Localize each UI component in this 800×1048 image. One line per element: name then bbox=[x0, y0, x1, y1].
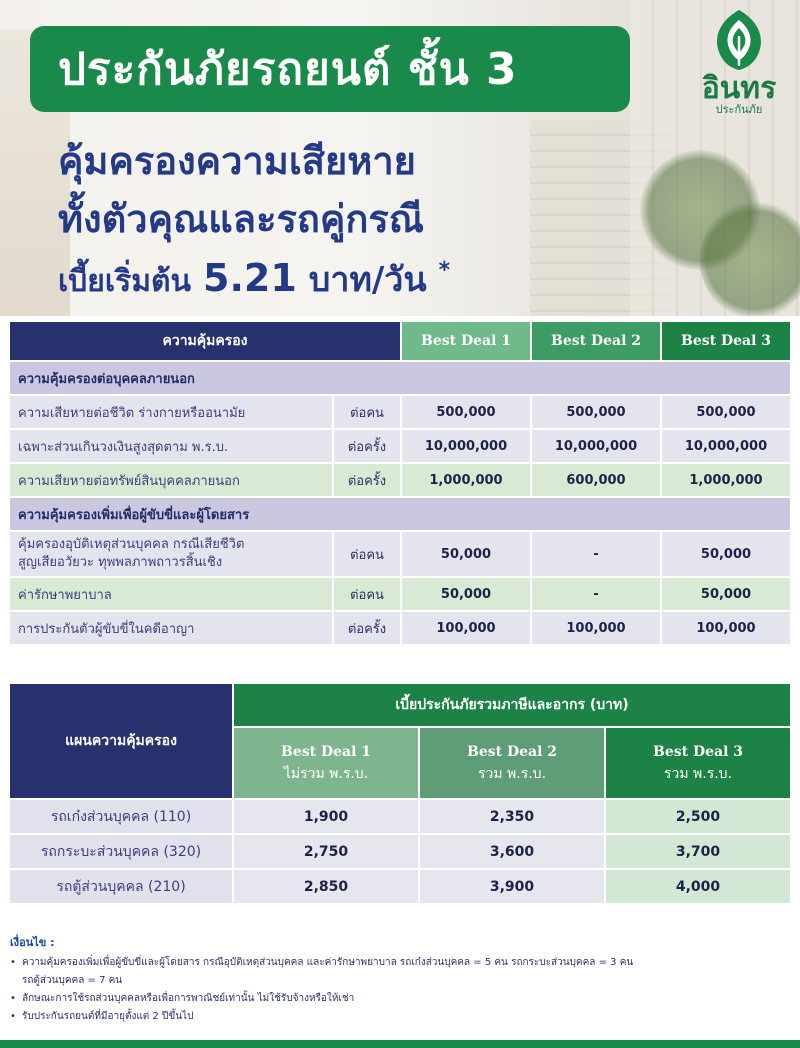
logo-name: อินทร bbox=[701, 71, 777, 106]
deal2-header: Best Deal 2 bbox=[532, 322, 660, 360]
vehicle-type: รถกระบะส่วนบุคคล (320) bbox=[10, 835, 232, 868]
deal3-note: รวม พ.ร.บ. bbox=[663, 766, 733, 782]
deal3-value: 50,000 bbox=[662, 532, 790, 576]
row-label: ความเสียหายต่อชีวิต ร่างกายหรืออนามัย bbox=[10, 396, 332, 428]
row-unit: ต่อครั้ง bbox=[334, 430, 400, 462]
table-row bbox=[10, 800, 790, 833]
deal3-premium: 4,000 bbox=[606, 870, 790, 903]
section-third-party: ความคุ้มครองต่อบุคคลภายนอก bbox=[10, 362, 790, 394]
deal1-name: Best Deal 1 bbox=[280, 744, 371, 760]
conditions-notes bbox=[10, 934, 790, 1026]
promo-banner bbox=[0, 0, 800, 316]
banner-title-pill bbox=[30, 26, 630, 112]
table-row bbox=[10, 835, 790, 868]
row-unit: ต่อคน bbox=[334, 578, 400, 610]
deal1-value: 10,000,000 bbox=[402, 430, 530, 462]
deal2-value: - bbox=[532, 532, 660, 576]
deal2-note: รวม พ.ร.บ. bbox=[477, 766, 547, 782]
deal3-value: 1,000,000 bbox=[662, 464, 790, 496]
row-unit: ต่อครั้ง bbox=[334, 612, 400, 644]
deal2-premium: 2,350 bbox=[420, 800, 604, 833]
background-tree bbox=[700, 200, 800, 316]
vehicle-type: รถตู้ส่วนบุคคล (210) bbox=[10, 870, 232, 903]
deal3-value: 50,000 bbox=[662, 578, 790, 610]
note-text: รถตู้ส่วนบุคคล = 7 คน bbox=[22, 975, 123, 986]
leaf-logo-icon bbox=[707, 8, 771, 72]
deal1-value: 50,000 bbox=[402, 578, 530, 610]
coverage-header-row bbox=[10, 322, 790, 360]
premium-header-row bbox=[10, 684, 790, 726]
section-driver-passenger: ความคุ้มครองเพิ่มเพื่อผู้ขับขี่และผู้โดยสาร bbox=[10, 498, 790, 530]
deal1-premium: 2,850 bbox=[234, 870, 418, 903]
deal2-value: 10,000,000 bbox=[532, 430, 660, 462]
deal1-value: 50,000 bbox=[402, 532, 530, 576]
deal1-header: Best Deal 1 bbox=[402, 322, 530, 360]
banner-subtitle-line1: คุ้มครองความเสียหาย bbox=[58, 139, 416, 183]
deal1-value: 500,000 bbox=[402, 396, 530, 428]
deal2-name: Best Deal 2 bbox=[466, 744, 557, 760]
deal1-column-header bbox=[234, 728, 418, 798]
price-value: 5.21 bbox=[203, 256, 297, 300]
price-asterisk: * bbox=[438, 258, 451, 283]
deal2-value: 500,000 bbox=[532, 396, 660, 428]
banner-title: ประกันภัยรถยนต์ ชั้น 3 bbox=[58, 44, 518, 95]
deal1-premium: 1,900 bbox=[234, 800, 418, 833]
row-label-line2: สูญเสียอวัยวะ ทุพพลภาพถาวรสิ้นเชิง bbox=[18, 555, 223, 570]
row-label-line1: คุ้มครองอุบัติเหตุส่วนบุคคล กรณีเสียชีวิต bbox=[18, 537, 245, 552]
row-label: ความเสียหายต่อทรัพย์สินบุคคลภายนอก bbox=[10, 464, 332, 496]
coverage-header: ความคุ้มครอง bbox=[10, 322, 400, 360]
section-row bbox=[10, 362, 790, 394]
notes-heading: เงื่อนไข : bbox=[10, 936, 55, 949]
row-unit: ต่อคน bbox=[334, 532, 400, 576]
deal3-value: 10,000,000 bbox=[662, 430, 790, 462]
notes-list bbox=[10, 954, 790, 1026]
note-text: • ความคุ้มครองเพิ่มเพื่อผู้ขับขี่และผู้โดยสาร กรณีอุบัติเหตุส่วนบุคคล และค่ารักษาพยาบาล รถเก๋งส่วนบุคคล = 5 คน รถกระบะส่วนบุคคล = 3 คน bbox=[22, 957, 634, 968]
deal3-name: Best Deal 3 bbox=[652, 744, 743, 760]
plan-header: แผนความคุ้มครอง bbox=[10, 684, 232, 798]
deal2-premium: 3,900 bbox=[420, 870, 604, 903]
list-item: • ลักษณะการใช้รถส่วนบุคคลหรือเพื่อการพาณิชย์เท่านั้น ไม่ใช้รับจ้างหรือให้เช่า bbox=[10, 990, 790, 1008]
row-unit: ต่อครั้ง bbox=[334, 464, 400, 496]
table-row bbox=[10, 578, 790, 610]
section-row bbox=[10, 498, 790, 530]
deal3-value: 100,000 bbox=[662, 612, 790, 644]
row-label: การประกันตัวผู้ขับขี่ในคดีอาญา bbox=[10, 612, 332, 644]
deal2-premium: 3,600 bbox=[420, 835, 604, 868]
logo-subtitle: ประกันภัย bbox=[715, 103, 763, 116]
deal3-premium: 3,700 bbox=[606, 835, 790, 868]
table-row bbox=[10, 870, 790, 903]
price-label: เบี้ยเริ่มต้น bbox=[58, 264, 192, 299]
row-label bbox=[10, 532, 332, 576]
table-row bbox=[10, 430, 790, 462]
premium-header: เบี้ยประกันภัยรวมภาษีและอากร (บาท) bbox=[234, 684, 790, 726]
table-row bbox=[10, 612, 790, 644]
premium-table bbox=[8, 682, 792, 905]
list-item bbox=[10, 954, 790, 990]
row-unit: ต่อคน bbox=[334, 396, 400, 428]
table-row bbox=[10, 464, 790, 496]
table-row bbox=[10, 532, 790, 576]
bottom-accent-bar bbox=[0, 1040, 800, 1048]
list-item: • รับประกันรถยนต์ที่มีอายุตั้งแต่ 2 ปีขึ้นไป bbox=[10, 1008, 790, 1026]
row-label: ค่ารักษาพยาบาล bbox=[10, 578, 332, 610]
deal1-premium: 2,750 bbox=[234, 835, 418, 868]
deal2-value: - bbox=[532, 578, 660, 610]
price-line bbox=[58, 252, 450, 306]
deal3-value: 500,000 bbox=[662, 396, 790, 428]
coverage-table bbox=[8, 320, 792, 646]
deal1-value: 100,000 bbox=[402, 612, 530, 644]
deal1-note: ไม่รวม พ.ร.บ. bbox=[283, 766, 369, 782]
deal3-column-header bbox=[606, 728, 790, 798]
deal2-value: 600,000 bbox=[532, 464, 660, 496]
row-label: เฉพาะส่วนเกินวงเงินสูงสุดตาม พ.ร.บ. bbox=[10, 430, 332, 462]
deal2-column-header bbox=[420, 728, 604, 798]
price-unit: บาท/วัน bbox=[308, 260, 427, 300]
deal1-value: 1,000,000 bbox=[402, 464, 530, 496]
company-logo bbox=[684, 8, 794, 138]
deal3-header: Best Deal 3 bbox=[662, 322, 790, 360]
banner-subtitle-line2: ทั้งตัวคุณและรถคู่กรณี bbox=[58, 197, 424, 241]
vehicle-type: รถเก๋งส่วนบุคคล (110) bbox=[10, 800, 232, 833]
table-row bbox=[10, 396, 790, 428]
deal3-premium: 2,500 bbox=[606, 800, 790, 833]
deal2-value: 100,000 bbox=[532, 612, 660, 644]
